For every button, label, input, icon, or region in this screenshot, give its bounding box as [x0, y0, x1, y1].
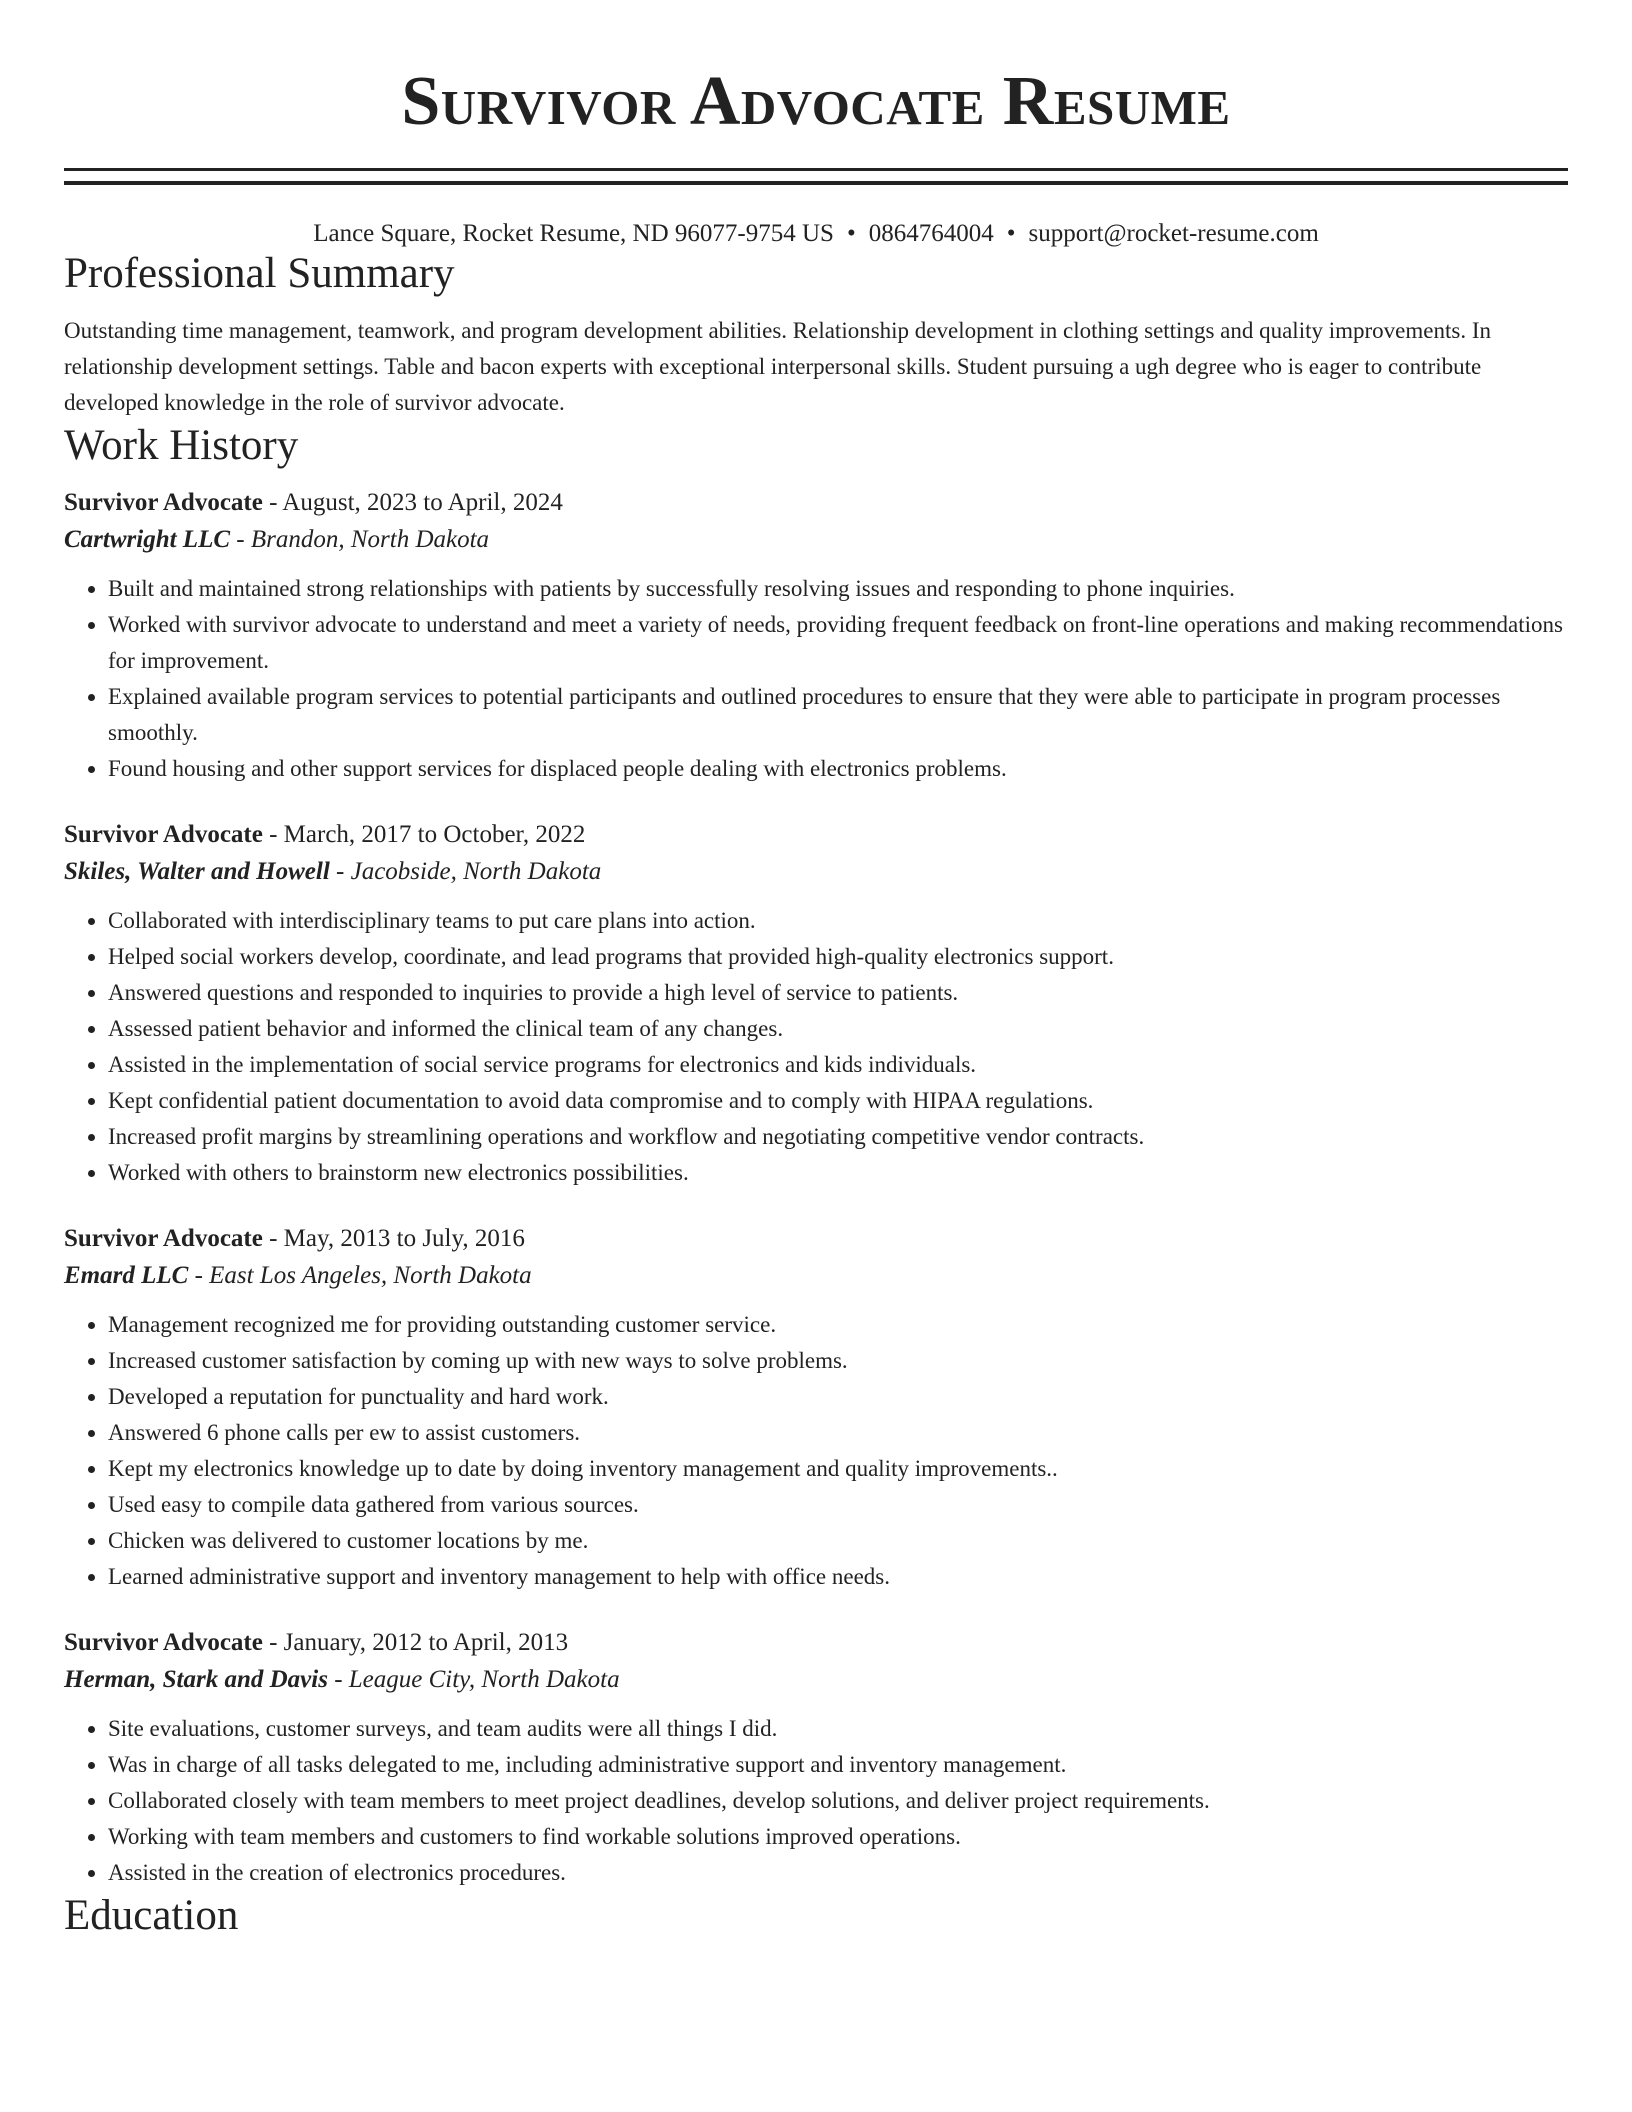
- job-bullet: • Assisted in the creation of electronics procedures.: [108, 1855, 1568, 1891]
- job-bullet: • Built and maintained strong relationships with patients by successfully resolving issues and responding to phone inquiries.: [108, 571, 1568, 607]
- job-title-line: [64, 1221, 1568, 1257]
- job-bullet: • Helped social workers develop, coordinate, and lead programs that provided high-quality electronics support.: [108, 939, 1568, 975]
- job-dates: - May, 2013 to July, 2016: [262, 1225, 525, 1252]
- job-bullet: • Management recognized me for providing outstanding customer service.: [108, 1307, 1568, 1343]
- title-double-rule: [64, 168, 1568, 185]
- contact-email: support@rocket-resume.com: [1028, 220, 1319, 247]
- contact-separator: •: [846, 220, 856, 247]
- job-bullets: [64, 1307, 1568, 1595]
- job-company: Cartwright LLC: [64, 526, 231, 553]
- job-title-line: [64, 1625, 1568, 1661]
- job-bullet: • Increased customer satisfaction by coming up with new ways to solve problems.: [108, 1343, 1568, 1379]
- job-dates: - January, 2012 to April, 2013: [262, 1629, 569, 1656]
- education-heading: Education: [64, 1892, 239, 1939]
- job-bullet: • Explained available program services to potential participants and outlined procedures to ensure that they were able to participate in program processes smoothly.: [108, 679, 1568, 751]
- job-location: - Brandon, North Dakota: [230, 526, 490, 553]
- job-bullet: • Developed a reputation for punctuality and hard work.: [108, 1379, 1568, 1415]
- job-location: - East Los Angeles, North Dakota: [188, 1262, 532, 1289]
- job-entry: [64, 485, 1568, 787]
- job-bullet: • Was in charge of all tasks delegated to me, including administrative support and inventory management.: [108, 1747, 1568, 1783]
- contact-phone: 0864764004: [868, 220, 994, 247]
- job-bullet: • Found housing and other support services for displaced people dealing with electronics problems.: [108, 751, 1568, 787]
- job-bullet: • Kept confidential patient documentation to avoid data compromise and to comply with HIPAA regulations.: [108, 1083, 1568, 1119]
- summary-heading: Professional Summary: [64, 250, 455, 297]
- job-bullet: • Chicken was delivered to customer locations by me.: [108, 1523, 1568, 1559]
- job-bullets: [64, 1711, 1568, 1891]
- job-bullet: • Answered questions and responded to inquiries to provide a high level of service to patients.: [108, 975, 1568, 1011]
- work-history-list: [64, 485, 1568, 1891]
- job-company-line: [64, 1661, 1568, 1699]
- job-title-line: [64, 485, 1568, 521]
- job-bullet: • Answered 6 phone calls per ew to assist customers.: [108, 1415, 1568, 1451]
- job-bullet: • Assessed patient behavior and informed the clinical team of any changes.: [108, 1011, 1568, 1047]
- job-company-line: [64, 521, 1568, 559]
- job-entry: [64, 1625, 1568, 1891]
- job-title: Survivor Advocate: [64, 821, 263, 848]
- contact-separator: •: [1006, 220, 1016, 247]
- job-bullet: • Collaborated with interdisciplinary teams to put care plans into action.: [108, 903, 1568, 939]
- summary-text: Outstanding time management, teamwork, and program development abilities. Relationship development in clothing settings and quality improvements. In relationship development settings. Table and bacon experts with exceptional interpersonal skills. Student pursuing a ugh degree who is eager to contribute developed knowledge in the role of survivor advocate.: [64, 318, 1491, 415]
- job-title-line: [64, 817, 1568, 853]
- job-bullet: • Increased profit margins by streamlining operations and workflow and negotiating competitive vendor contracts.: [108, 1119, 1568, 1155]
- job-bullet: • Site evaluations, customer surveys, and team audits were all things I did.: [108, 1711, 1568, 1747]
- job-company-line: [64, 1257, 1568, 1295]
- job-bullets: [64, 903, 1568, 1191]
- job-bullet: • Working with team members and customers to find workable solutions improved operations.: [108, 1819, 1568, 1855]
- job-bullet: • Used easy to compile data gathered from various sources.: [108, 1487, 1568, 1523]
- job-bullet: • Kept my electronics knowledge up to date by doing inventory management and quality improvements..: [108, 1451, 1568, 1487]
- job-company: Skiles, Walter and Howell: [64, 858, 330, 885]
- contact-line: [64, 219, 1568, 249]
- job-bullet: • Collaborated closely with team members to meet project deadlines, develop solutions, and deliver project requirements.: [108, 1783, 1568, 1819]
- job-bullet: • Worked with others to brainstorm new electronics possibilities.: [108, 1155, 1568, 1191]
- job-bullets: [64, 571, 1568, 787]
- page-title: Survivor Advocate Resume: [401, 63, 1231, 140]
- job-entry: [64, 1221, 1568, 1595]
- job-location: - Jacobside, North Dakota: [329, 858, 602, 885]
- job-company-line: [64, 853, 1568, 891]
- job-company: Emard LLC: [64, 1262, 189, 1289]
- job-title: Survivor Advocate: [64, 1629, 263, 1656]
- job-location: - League City, North Dakota: [327, 1666, 620, 1693]
- job-bullet: • Learned administrative support and inventory management to help with office needs.: [108, 1559, 1568, 1595]
- job-dates: - March, 2017 to October, 2022: [262, 821, 586, 848]
- job-company: Herman, Stark and Davis: [64, 1666, 328, 1693]
- work-history-heading: Work History: [64, 422, 299, 469]
- job-title: Survivor Advocate: [64, 1225, 263, 1252]
- job-bullet: • Worked with survivor advocate to understand and meet a variety of needs, providing frequent feedback on front-line operations and making recommendations for improvement.: [108, 607, 1568, 679]
- job-title: Survivor Advocate: [64, 489, 263, 516]
- contact-address: Lance Square, Rocket Resume, ND 96077-9754 US: [313, 220, 834, 247]
- job-dates: - August, 2023 to April, 2024: [262, 489, 563, 516]
- job-entry: [64, 817, 1568, 1191]
- job-bullet: • Assisted in the implementation of social service programs for electronics and kids individuals.: [108, 1047, 1568, 1083]
